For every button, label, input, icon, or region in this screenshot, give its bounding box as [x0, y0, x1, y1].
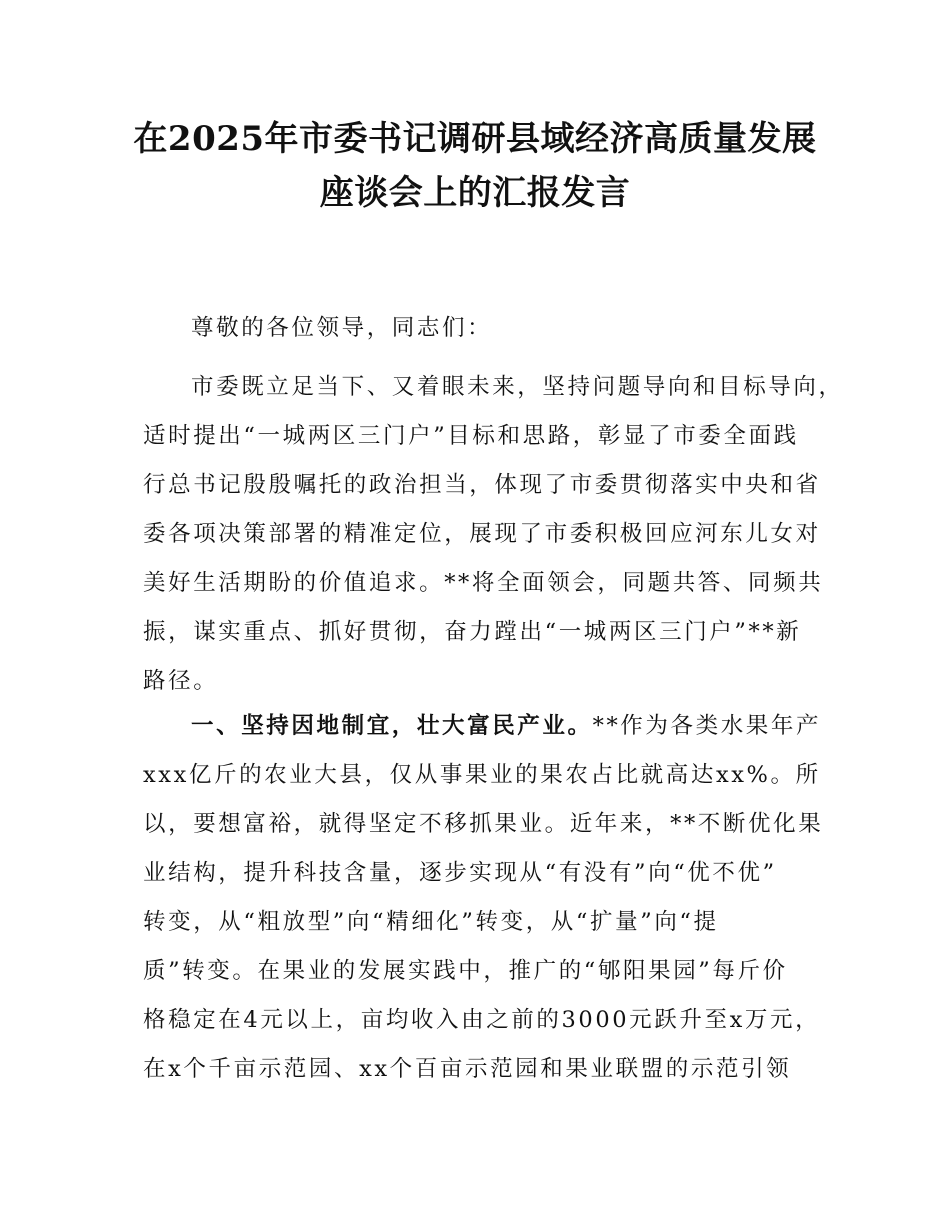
- paragraph-line: 质”转变。在果业的发展实践中，推广的“郇阳果园”每斤价: [143, 958, 788, 984]
- paragraph-line: 行总书记殷殷嘱托的政治担当，体现了市委贯彻落实中央和省: [143, 472, 821, 498]
- paragraph-line: 振，谋实重点、抓好贯彻，奋力蹚出“一城两区三门户”**新: [143, 619, 802, 645]
- paragraph-line: 路径。: [143, 668, 219, 694]
- paragraph-line: 委各项决策部署的精准定位，展现了市委积极回应河东儿女对: [143, 521, 821, 547]
- title-line-1: 在2025年市委书记调研县域经济高质量发展: [133, 119, 817, 159]
- document-title: [120, 112, 830, 220]
- salutation: 尊敬的各位领导，同志们：: [191, 315, 493, 341]
- paragraph-line: 以，要想富裕，就得坚定不移抓果业。近年来，**不断优化果: [143, 811, 824, 837]
- paragraph-line: 转变，从“粗放型”向“精细化”转变，从“扩量”向“提: [143, 909, 719, 935]
- paragraph-line: 格稳定在4元以上，亩均收入由之前的3000元跃升至x万元，: [143, 1007, 821, 1033]
- paragraph-line: 美好生活期盼的价值追求。**将全面领会，同题共答、同频共: [143, 570, 824, 596]
- paragraph-line: 业结构，提升科技含量，逐步实现从“有没有”向“优不优”: [143, 860, 777, 886]
- section-first-line: [143, 702, 822, 751]
- section-first-line-text: **作为各类水果年产: [592, 713, 822, 739]
- paragraph-line: 市委既立足当下、又着眼未来，坚持问题导向和目标导向，: [191, 374, 844, 400]
- section-heading: 一、坚持因地制宜，壮大富民产业。: [191, 713, 593, 739]
- paragraph-line: 适时提出“一城两区三门户”目标和思路，彰显了市委全面践: [143, 423, 799, 449]
- paragraph-section-1: [143, 702, 824, 1094]
- title-line-2: 座谈会上的汇报发言: [319, 173, 631, 213]
- paragraph-line: 在x个千亩示范园、xx个百亩示范园和果业联盟的示范引领: [143, 1056, 792, 1082]
- paragraph-line: xxx亿斤的农业大县，仅从事果业的果农占比就高达xx%。所: [143, 762, 821, 788]
- paragraph-intro: [143, 363, 844, 706]
